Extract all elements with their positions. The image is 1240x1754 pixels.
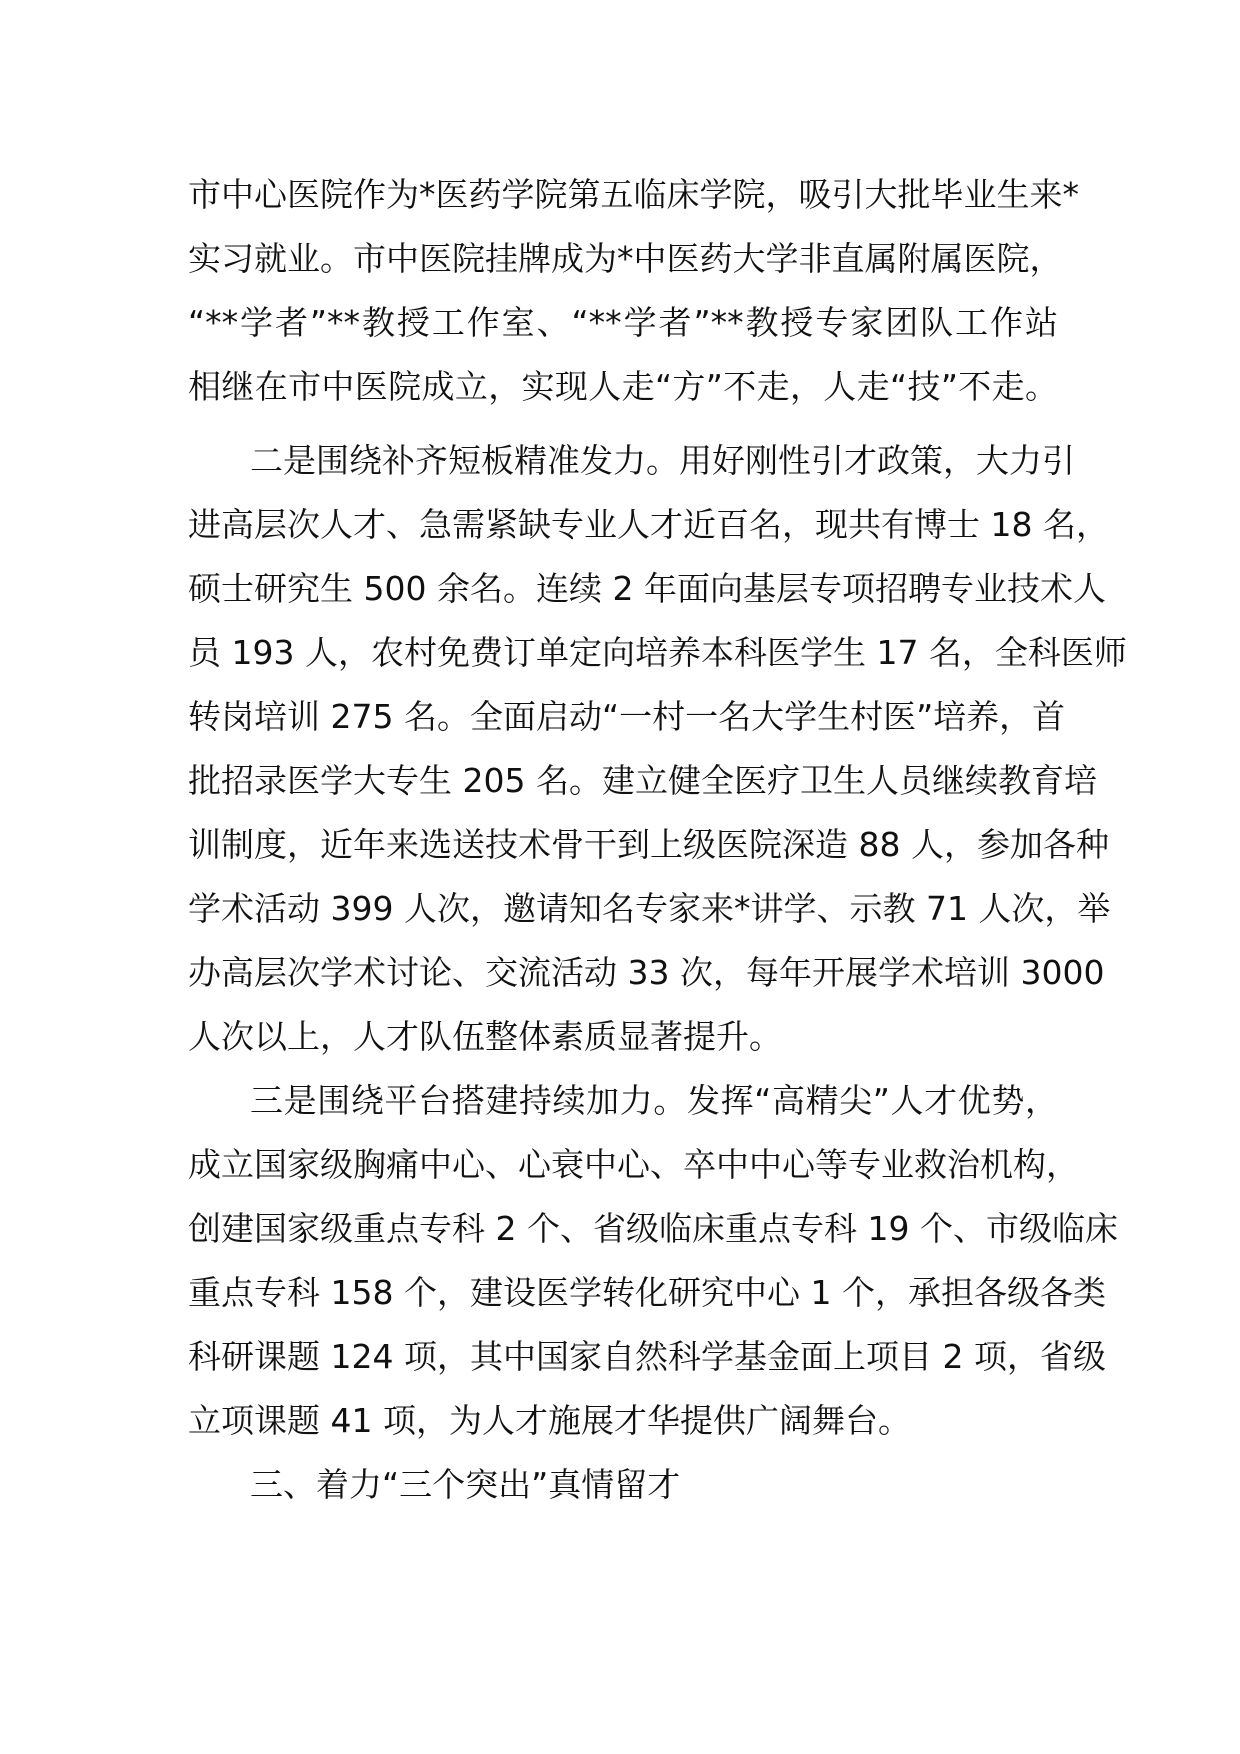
text-line: 相继在市中医院成立，实现人走“方”不走，人走“技”不走。 [188,367,1058,406]
text-line: 批招录医学大专生 205 名。建立健全医疗卫生人员继续教育培 [188,761,1097,800]
text-line: 人次以上，人才队伍整体素质显著提升。 [188,1017,782,1056]
text-line: 进高层次人才、急需紧缺专业人才近百名，现共有博士 18 名， [188,505,1109,544]
text-line: 科研课题 124 项，其中国家自然科学基金面上项目 2 项，省级 [188,1337,1106,1376]
text-line: 立项课题 41 项，为人才施展才华提供广阔舞台。 [188,1401,911,1440]
paragraph-shortboard [188,429,1127,1069]
paragraph-platform [188,1069,1118,1453]
text-line: 市中心医院作为*医药学院第五临床学院，吸引大批毕业生来* [188,175,1079,214]
text-line: 二是围绕补齐短板精准发力。用好刚性引才政策，大力引 [250,441,1075,480]
text-line: 成立国家级胸痛中心、心衰中心、卒中中心等专业救治机构， [188,1145,1079,1184]
text-line: 硕士研究生 500 余名。连续 2 年面向基层专项招聘专业技术人 [188,569,1106,608]
section-heading [188,1453,1058,1517]
heading-line: 三、着力“三个突出”真情留才 [250,1465,681,1504]
text-line: 学术活动 399 人次，邀请知名专家来*讲学、示教 71 人次，举 [188,889,1111,928]
text-line: 实习就业。市中医院挂牌成为*中医药大学非直属附属医院， [188,239,1063,278]
text-line: 创建国家级重点专科 2 个、省级临床重点专科 19 个、市级临床 [188,1209,1118,1248]
text-line: 办高层次学术讨论、交流活动 33 次，每年开展学术培训 3000 [188,953,1105,992]
text-line: 员 193 人，农村免费订单定向培养本科医学生 17 名，全科医师 [188,633,1127,672]
text-line: 转岗培训 275 名。全面启动“一村一名大学生村医”培养，首 [188,697,1066,736]
text-line: 重点专科 158 个，建设医学转化研究中心 1 个，承担各级各类 [188,1273,1106,1312]
text-line: “**学者”**教授工作室、“**学者”**教授专家团队工作站 [188,303,1058,342]
paragraph-continuation [188,163,1079,419]
text-line: 训制度，近年来选送技术骨干到上级医院深造 88 人，参加各种 [188,825,1109,864]
text-line: 三是围绕平台搭建持续加力。发挥“高精尖”人才优势， [250,1081,1058,1120]
